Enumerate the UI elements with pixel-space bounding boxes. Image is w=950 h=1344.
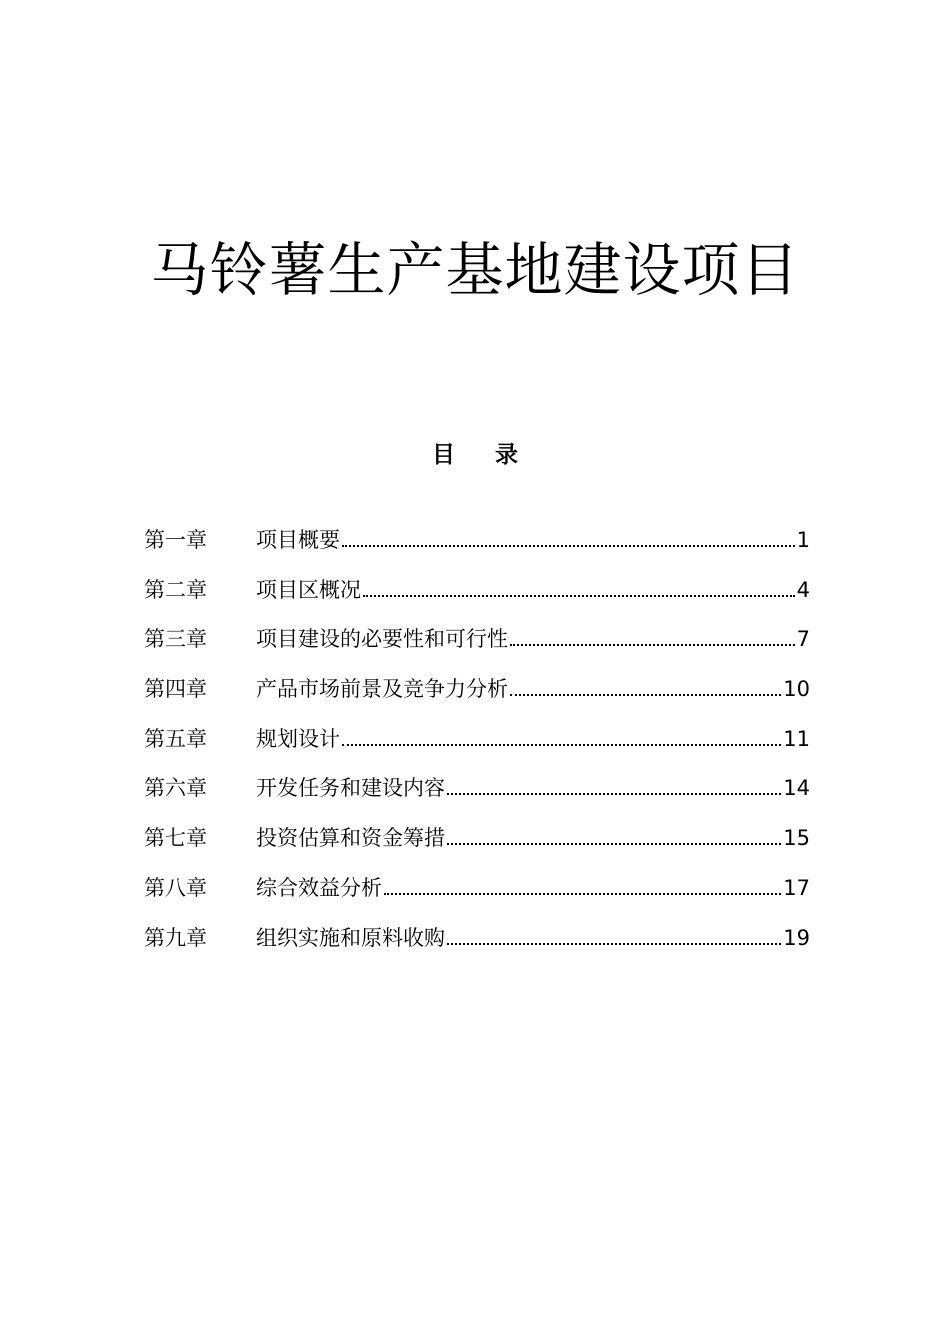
toc-dot-leader <box>342 527 795 547</box>
toc-chapter-label: 第六章 <box>144 776 207 801</box>
toc-entry-title: 项目区概况 <box>256 577 361 602</box>
toc-chapter-label: 第七章 <box>144 826 207 851</box>
toc-row-7[interactable] <box>144 820 810 870</box>
toc-page-number: 7 <box>796 627 810 652</box>
toc-row-6[interactable] <box>144 770 810 820</box>
toc-chapter-label: 第八章 <box>144 875 207 900</box>
toc-heading-char-1: 目 <box>432 442 455 468</box>
toc-page-number: 19 <box>783 925 810 950</box>
toc-row-2[interactable] <box>144 572 810 622</box>
toc-entry-title: 项目概要 <box>256 528 340 552</box>
toc-heading-char-2: 录 <box>495 442 518 468</box>
toc-dot-leader <box>447 825 781 845</box>
toc-page-number: 17 <box>783 875 810 900</box>
toc-chapter-label: 第一章 <box>144 528 207 552</box>
toc-row-5[interactable] <box>144 721 810 771</box>
toc-entry-title: 开发任务和建设内容 <box>256 776 445 801</box>
toc-chapter-label: 第九章 <box>144 925 207 950</box>
toc-entry-title: 规划设计 <box>256 726 340 751</box>
toc-row-1[interactable] <box>144 522 810 572</box>
toc-page-number: 14 <box>783 776 810 801</box>
toc-entry-title: 投资估算和资金筹措 <box>256 826 445 851</box>
toc-page-number: 15 <box>783 826 810 851</box>
toc-entry-title: 组织实施和原料收购 <box>256 925 445 950</box>
toc-page-number: 11 <box>783 726 810 751</box>
toc-page-number: 10 <box>783 677 810 702</box>
toc-chapter-label: 第二章 <box>144 577 207 602</box>
toc-row-9[interactable] <box>144 920 810 970</box>
toc-row-4[interactable] <box>144 671 810 721</box>
document-title: 马铃薯生产基地建设项目 <box>150 235 800 304</box>
toc-row-8[interactable] <box>144 870 810 920</box>
toc-chapter-label: 第四章 <box>144 677 207 702</box>
toc-dot-leader <box>342 726 781 746</box>
toc-dot-leader <box>447 925 781 945</box>
toc-dot-leader <box>510 676 781 696</box>
toc-entry-title: 项目建设的必要性和可行性 <box>256 627 508 652</box>
table-of-contents <box>144 522 810 969</box>
toc-page-number: 4 <box>796 577 810 602</box>
toc-row-3[interactable] <box>144 621 810 671</box>
toc-chapter-label: 第五章 <box>144 726 207 751</box>
toc-dot-leader <box>384 875 781 895</box>
toc-page-number: 1 <box>796 528 810 552</box>
toc-dot-leader <box>447 775 781 795</box>
toc-entry-title: 综合效益分析 <box>256 875 382 900</box>
toc-dot-leader <box>363 577 795 597</box>
toc-chapter-label: 第三章 <box>144 627 207 652</box>
toc-dot-leader <box>510 626 795 646</box>
toc-heading <box>0 438 950 472</box>
toc-entry-title: 产品市场前景及竞争力分析 <box>256 677 508 702</box>
